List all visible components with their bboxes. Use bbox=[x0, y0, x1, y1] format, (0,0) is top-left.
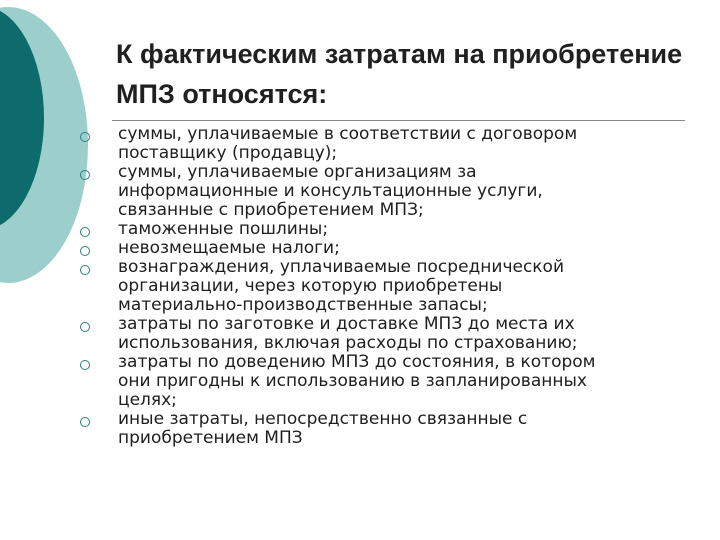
bullet-item bbox=[80, 353, 700, 410]
ring-bullet-icon bbox=[80, 417, 90, 427]
bullet-item bbox=[80, 125, 700, 163]
ring-bullet-icon bbox=[80, 132, 90, 142]
bullet-text: суммы, уплачиваемые организациям за информационные и консультационные услуги, связанные с приобретением МПЗ; bbox=[118, 162, 543, 220]
bullet-text: затраты по заготовке и доставке МПЗ до места их использования, включая расходы по страхованию; bbox=[118, 314, 578, 353]
bullet-text: суммы, уплачиваемые в соответствии с договором поставщику (продавцу); bbox=[118, 124, 578, 163]
bullet-item bbox=[80, 258, 700, 315]
bullet-text: невозмещаемые налоги; bbox=[118, 238, 340, 258]
ring-bullet-icon bbox=[80, 170, 90, 180]
ring-bullet-icon bbox=[80, 246, 90, 256]
title-divider bbox=[112, 120, 685, 121]
ring-bullet-icon bbox=[80, 360, 90, 370]
slide-title: К фактическим затратам на приобретение МПЗ относятся: bbox=[116, 39, 683, 109]
bullet-text: затраты по доведению МПЗ до состояния, в котором они пригодны к использованию в запланированных целях; bbox=[118, 352, 596, 410]
bullet-item bbox=[80, 410, 700, 448]
bullet-item bbox=[80, 239, 700, 258]
bullet-text: таможенные пошлины; bbox=[118, 219, 329, 239]
bullet-item bbox=[80, 220, 700, 239]
ring-bullet-icon bbox=[80, 227, 90, 237]
bullet-text: иные затраты, непосредственно связанные с приобретением МПЗ bbox=[118, 409, 528, 448]
ring-bullet-icon bbox=[80, 322, 90, 332]
bullet-item bbox=[80, 163, 700, 220]
bullet-item bbox=[80, 315, 700, 353]
ring-bullet-icon bbox=[80, 265, 90, 275]
bullet-list bbox=[80, 125, 700, 448]
bullet-text: вознаграждения, уплачиваемые посреднической организации, через которую приобретены материально-производственные запасы; bbox=[118, 257, 565, 315]
